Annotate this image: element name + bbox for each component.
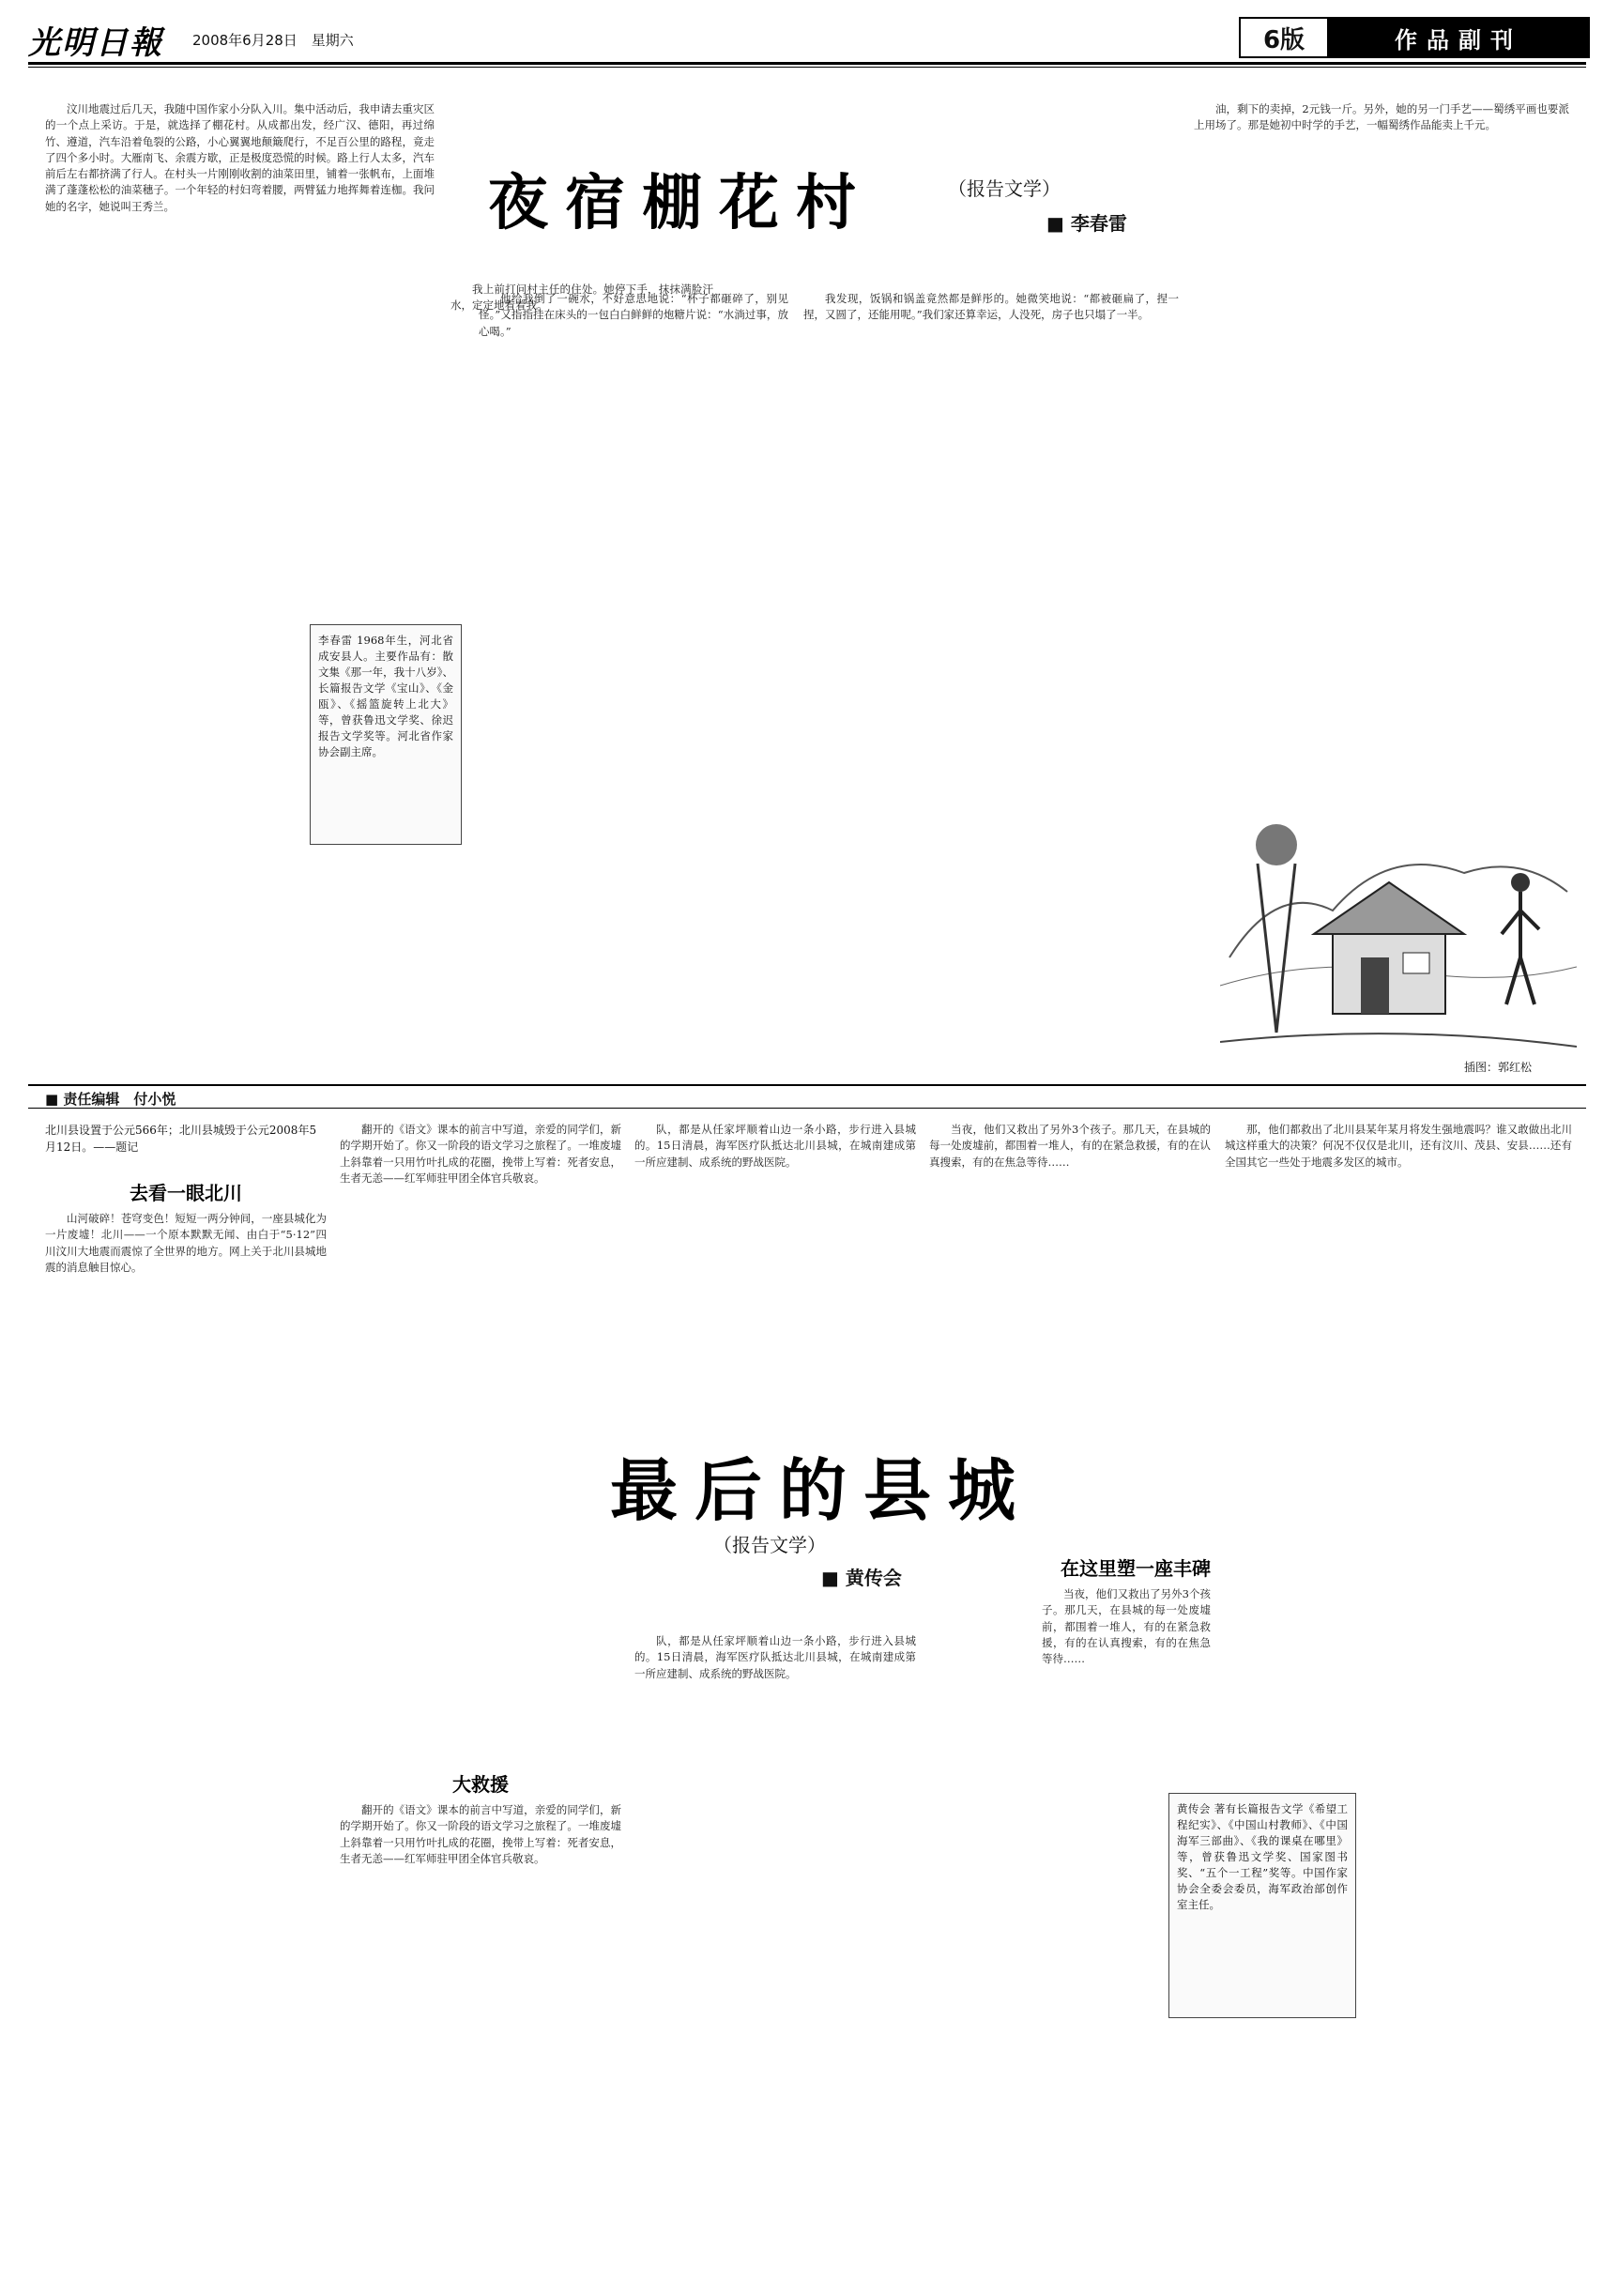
article2-col4-text: 当夜，他们又救出了另外3个孩子。那几天，在县城的每一处废墟前，都围着一堆人，有的在紧急救援，有的在认真搜索，有的在焦急等待……: [929, 1123, 1211, 1169]
article2-author-bio: 黄传会 著有长篇报告文学《希望工程纪实》、《中国山村教师》、《中国海军三部曲》、《我的课桌在哪里》等，曾获鲁迅文学奖、国家图书奖、“五个一工程”奖等。中国作家协会全委会委员，海军政治部创作室主任。: [1168, 1793, 1356, 2018]
header-rule-thin: [28, 67, 1586, 68]
article2-col4b-text: 当夜，他们又救出了另外3个孩子。那几天，在县城的每一处废墟前，都围着一堆人，有的在紧急救援，有的在认真搜索，有的在焦急等待……: [1042, 1587, 1211, 1666]
article2-col3b: [634, 1633, 916, 2276]
section-divider: [28, 1084, 1586, 1086]
article1-col1: [45, 101, 435, 1059]
editor-credit: ■ 责任编辑 付小悦: [45, 1091, 176, 1108]
article1-col2-text: 我上前打问村主任的住处。她停下手，抹抹满脸汗水，定定地看着我。: [450, 283, 713, 313]
article1-genre: （报告文学）: [948, 177, 1061, 200]
article2-col3-text: 队，都是从任家坪顺着山边一条小路，步行进入县城的。15日清晨，海军医疗队抵达北川县城，在城南建成第一所应建制、成系统的野战医院。: [634, 1123, 916, 1169]
article1-author-bio: 李春雷 1968年生，河北省成安县人。主要作品有：散文集《那一年，我十八岁》、长篇报告文学《宝山》、《金瓯》、《摇篮旋转上北大》等，曾获鲁迅文学奖、徐迟报告文学奖等。河北省作家协会副主席。: [310, 624, 462, 845]
masthead: [28, 17, 1586, 62]
article2-col4: [929, 1122, 1211, 1469]
village-illustration: [1220, 770, 1577, 1070]
article2-title: 最后的县城: [610, 1450, 1033, 1530]
article2-genre: （报告文学）: [713, 1534, 826, 1556]
article2-col2b: [340, 1802, 621, 2276]
article2-author: ■ 黄传会: [821, 1567, 902, 1589]
article2-col2: [340, 1122, 621, 1741]
article1-author: ■ 李春雷: [1046, 212, 1127, 235]
article2-col5-text: 那，他们都救出了北川县某年某月将发生强地震吗？谁又敢做出北川城这样重大的决策？何况不仅仅是北川，还有汶川、茂县、安县……还有全国其它一些处于地震多发区的城市。: [1225, 1123, 1572, 1169]
article2-col3b-text: 队，都是从任家坪顺着山边一条小路，步行进入县城的。15日清晨，海军医疗队抵达北川县城，在城南建成第一所应建制、成系统的野战医院。: [634, 1634, 916, 1680]
article1-col3: [479, 291, 788, 1070]
article1-title: 夜宿棚花村: [488, 168, 873, 238]
article2-col3: [634, 1122, 916, 1431]
article2-col1-text: 山河破碎！苍穹变色！短短一两分钟间，一座县城化为一片废墟！北川——一个原本默默无闻、由白于“5·12”四川汶川大地震而震惊了全世界的地方。网上关于北川县城地震的消息触目惊心。: [45, 1212, 327, 1274]
article2-preface: 北川县设置于公元566年；北川县城毁于公元2008年5月12日。——题记: [45, 1124, 317, 1154]
article1-col3-text: 他给我倒了一碗水，不好意思地说：“杯子都砸碎了，别见怪。”又指指挂在床头的一包白白鲜鲜的炮糖片说：“水淌过事，放心喝。”: [479, 292, 788, 338]
article2-subhead-3: 在这里塑一座丰碑: [1061, 1557, 1211, 1580]
newspaper-logo: 光明日報: [28, 24, 163, 62]
article1-col5: [1194, 101, 1569, 758]
header-rule: [28, 62, 1586, 65]
article2-col5: [1225, 1122, 1572, 2276]
edition-number: 6版: [1241, 19, 1329, 56]
edition-box: [1239, 17, 1590, 58]
edition-name: 作品副刊: [1329, 19, 1588, 56]
section-divider-thin: [28, 1108, 1586, 1109]
article2-col1: [45, 1211, 327, 2276]
article1-col4-text: 我发现，饭锅和锅盖竟然都是鲜彤的。她微笑地说：“都被砸扁了，捏一捏，又圆了，还能用呢。”我们家还算幸运，人没死，房子也只塌了一半。: [803, 292, 1179, 322]
article2-col2b-text: 翻开的《语文》课本的前言中写道，亲爱的同学们，新的学期开始了。你又一阶段的语文学习之旅程了。一堆废墟上斜靠着一只用竹叶扎成的花圈，挽带上写着：死者安息，生者无恙——红军师驻甲团全体官兵敬哀。: [340, 1803, 621, 1865]
illustration-credit: 插图：郭红松: [1464, 1061, 1533, 1074]
article2-col2-text: 翻开的《语文》课本的前言中写道，亲爱的同学们，新的学期开始了。你又一阶段的语文学习之旅程了。一堆废墟上斜靠着一只用竹叶扎成的花圈，挽带上写着：死者安息，生者无恙——红军师驻甲团全体官兵敬哀。: [340, 1123, 621, 1185]
article1-col4: [803, 291, 1179, 1070]
article1-col1-text: 汶川地震过后几天，我随中国作家小分队入川。集中活动后，我申请去重灾区的一个点上采访。于是，就选择了棚花村。从成都出发，经广汉、德阳，再过绵竹、遵道，汽车沿着龟裂的公路，小心翼翼地颠簸爬行，不足百公里的路程，竟走了四个多小时。大雁南飞、余震方歇，正是极度恐慌的时候。路上行人太多，汽车前后左右都挤满了行人。在村头一片刚刚收割的油菜田里，铺着一张帆布，上面堆满了蓬蓬松松的油菜穗子。一个年轻的村妇弯着腰，两臂猛力地挥舞着连枷。我问她的名字，她说叫王秀兰。: [45, 102, 435, 213]
article2-subhead-2: 大救援: [452, 1773, 509, 1796]
dateline: 2008年6月28日 星期六: [192, 32, 354, 49]
article1-col5-text: 油，剩下的卖掉，2元钱一斤。另外，她的另一门手艺——蜀绣平画也要派上用场了。那是她初中时学的手艺，一幅蜀绣作品能卖上千元。: [1194, 102, 1569, 132]
article2-subhead-1: 去看一眼北川: [130, 1182, 242, 1204]
